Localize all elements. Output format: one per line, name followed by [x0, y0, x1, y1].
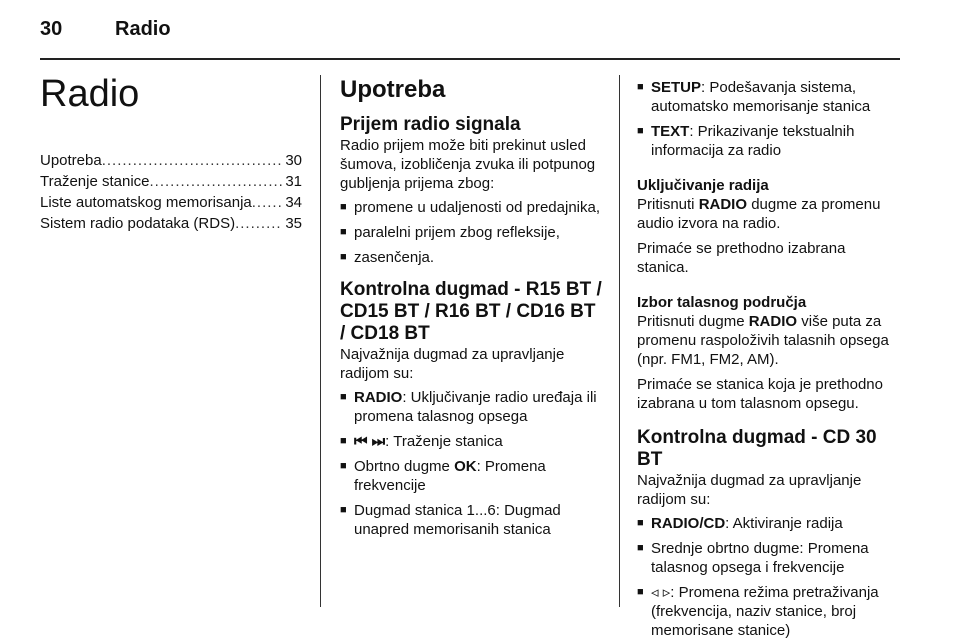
controls-list-cont: [637, 78, 900, 160]
subheading-cd30: Kontrolna dugmad - CD 30 BT: [637, 427, 877, 470]
page-number: 30: [40, 18, 63, 40]
list-item: ■ Srednje obrtno dugme: Promena talasnog opsega i frekvencije: [637, 539, 900, 577]
band-note: Primaće se stanica koja je prethodno izabrana u tom talasnom opsegu.: [637, 376, 883, 412]
section-heading-usage: Upotreba: [340, 76, 446, 103]
subheading-radio-on: Uključivanje radija: [637, 177, 769, 194]
key-ok: OK: [454, 458, 477, 475]
subheading-band: Izbor talasnog područja: [637, 294, 807, 311]
list-item: ■ RADIO/CD: Aktiviranje radija: [637, 514, 900, 533]
band-paragraph: Pritisnuti dugme RADIO više puta za promenu raspoloživih talasnih opsega (npr. FM1, FM2, AM).: [637, 313, 889, 368]
toc-entry[interactable]: Traženje stanice ..... 31: [40, 171, 302, 192]
radio-on-paragraph: Pritisnuti RADIO dugme za promenu audio izvora na radio.: [637, 196, 881, 232]
toc-entry[interactable]: Liste automatskog memorisanja ..... 34: [40, 192, 302, 213]
list-item: ■ promene u udaljenosti od predajnika,: [340, 198, 604, 217]
column-divider-2: [619, 75, 620, 607]
column-usage: [340, 76, 604, 539]
cd30-list: [637, 514, 900, 640]
list-item: ■ RADIO: Uključivanje radio uređaja ili promena talasnog opsega: [340, 388, 604, 426]
list-item: ■ ◃ ▹: Promena režima pretraživanja (frekvencija, naziv stanice, broj memorisane stanice): [637, 583, 900, 640]
subheading-signal: Prijem radio signala: [340, 114, 521, 135]
toc-entry[interactable]: Upotreba ..... 30: [40, 150, 302, 171]
key-radio: RADIO: [354, 389, 403, 406]
list-item: ■ SETUP: Podešavanja sistema, automatsko memorisanje stanica: [637, 78, 900, 116]
column-operation: [637, 78, 900, 640]
list-item: ■ TEXT: Prikazivanje tekstualnih informacija za radio: [637, 122, 900, 160]
key-setup: SETUP: [651, 79, 702, 96]
table-of-contents: [40, 150, 302, 234]
chapter-title: Radio: [40, 73, 140, 115]
key-text: TEXT: [651, 123, 690, 140]
seek-icon: ⏮ ⏭: [354, 433, 386, 450]
toc-entry[interactable]: Sistem radio podataka (RDS) ..... 35: [40, 213, 302, 234]
arrows-icon: ◃ ▹: [651, 584, 671, 601]
running-header: Radio: [115, 18, 171, 40]
list-item: ■ ⏮ ⏭: Traženje stanica: [340, 432, 604, 451]
radio-on-note: Primaće se prethodno izabrana stanica.: [637, 240, 846, 276]
key-radio-cd: RADIO/CD: [651, 515, 726, 532]
list-item: ■ Dugmad stanica 1...6: Dugmad unapred memorisanih stanica: [340, 501, 604, 539]
signal-paragraph: Radio prijem može biti prekinut usled šumova, izobličenja zvuka ili potpunog gubljenja prijema zbog:: [340, 137, 596, 192]
controls-intro: Najvažnija dugmad za upravljanje radijom su:: [340, 346, 565, 382]
signal-list: [340, 198, 604, 267]
header-divider: [40, 58, 900, 60]
cd30-intro: Najvažnija dugmad za upravljanje radijom su:: [637, 472, 862, 508]
controls-list: [340, 388, 604, 539]
column-divider-1: [320, 75, 321, 607]
subheading-controls: Kontrolna dugmad - R15 BT / CD15 BT / R16 BT / CD16 BT / CD18 BT: [340, 279, 602, 344]
list-item: ■ paralelni prijem zbog refleksije,: [340, 223, 604, 242]
list-item: ■ Obrtno dugme OK: Promena frekvencije: [340, 457, 604, 495]
list-item: ■ zasenčenja.: [340, 248, 604, 267]
